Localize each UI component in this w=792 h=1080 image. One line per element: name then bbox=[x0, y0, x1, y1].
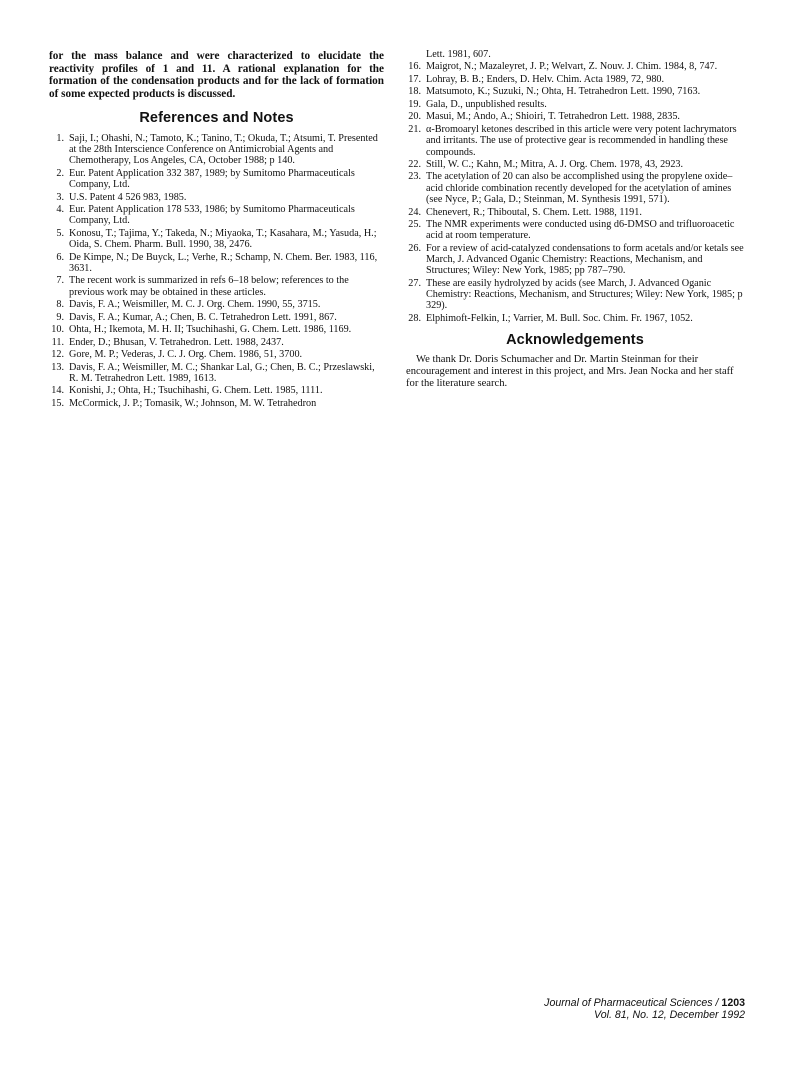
reference-text: Still, W. C.; Kahn, M.; Mitra, A. J. Org. Chem. 1978, 43, 2923. bbox=[426, 158, 684, 170]
reference-number: 21. bbox=[408, 123, 421, 135]
reference-number: 25. bbox=[408, 219, 421, 231]
reference-item bbox=[49, 362, 384, 385]
right-column bbox=[406, 49, 744, 391]
reference-text: For a review of acid-catalyzed condensations to form acetals and/or ketals see March, J. Advanced Oganic Chemistry: Reactions, Mechanism, and Structures; Wiley: New York, 1985; pp 787–790. bbox=[426, 242, 744, 277]
reference-text: Saji, I.; Ohashi, N.; Tamoto, K.; Tanino, T.; Okuda, T.; Atsumi, T. Presented at the 28th Interscience Conference on Antimicrobial Agents and Chemotherapy, Los Angeles, CA, October 1988; p 140. bbox=[69, 132, 378, 167]
intro-paragraph: for the mass balance and were characterized to elucidate the reactivity profiles of 1 and 11. A rational explanation for the formation of the condensation products and for the lack of formation of some expected products is discussed. bbox=[49, 50, 384, 100]
reference-item bbox=[49, 133, 384, 167]
reference-item bbox=[49, 312, 384, 323]
reference-item bbox=[406, 171, 744, 205]
reference-item bbox=[49, 349, 384, 360]
references-heading: References and Notes bbox=[139, 110, 294, 127]
reference-text: Eur. Patent Application 178 533, 1986; by Sumitomo Pharmaceuticals Company, Ltd. bbox=[69, 204, 355, 227]
reference-number: 18. bbox=[408, 86, 421, 98]
reference-number: 2. bbox=[56, 167, 64, 179]
reference-text: Elphimoft-Felkin, I.; Varrier, M. Bull. Soc. Chim. Fr. 1967, 1052. bbox=[426, 312, 693, 324]
reference-text: The acetylation of 20 can also be accomplished using the propylene oxide–acid chloride combination recently developed for the acetylation of amines (see Nyce, P.; Gala, D.; Steinman, M. Synthesis 1991, 571). bbox=[426, 171, 733, 206]
reference-number: 9. bbox=[56, 311, 64, 323]
journal-name: Journal of Pharmaceutical Sciences / bbox=[544, 997, 719, 1009]
reference-item bbox=[49, 299, 384, 310]
reference-number: 19. bbox=[408, 98, 421, 110]
reference-number: 16. bbox=[408, 61, 421, 73]
reference-item bbox=[406, 243, 744, 277]
reference-text: Gala, D., unpublished results. bbox=[426, 98, 547, 110]
reference-item bbox=[406, 61, 744, 72]
reference-number: 5. bbox=[56, 227, 64, 239]
reference-number: 1. bbox=[56, 132, 64, 144]
reference-item bbox=[406, 99, 744, 110]
reference-item bbox=[49, 398, 384, 409]
reference-item bbox=[49, 252, 384, 275]
reference-number: 6. bbox=[56, 251, 64, 263]
journal-volume: Vol. 81, No. 12, December 1992 bbox=[594, 1009, 745, 1021]
reference-number: 12. bbox=[51, 349, 64, 361]
reference-item bbox=[49, 204, 384, 227]
reference-text: McCormick, J. P.; Tomasik, W.; Johnson, M. W. Tetrahedron bbox=[69, 397, 317, 409]
reference-item bbox=[406, 111, 744, 122]
reference-number: 27. bbox=[408, 277, 421, 289]
footer-journal-line bbox=[520, 997, 745, 1009]
reference-text: Davis, F. A.; Weismiller, M. C. J. Org. Chem. 1990, 55, 3715. bbox=[69, 299, 321, 311]
reference-item bbox=[49, 385, 384, 396]
reference-item bbox=[406, 207, 744, 218]
reference-text: Chenevert, R.; Thiboutal, S. Chem. Lett. 1988, 1191. bbox=[426, 206, 642, 218]
reference-item bbox=[49, 337, 384, 348]
reference-number: 22. bbox=[408, 158, 421, 170]
reference-item bbox=[49, 275, 384, 298]
reference-number: 8. bbox=[56, 299, 64, 311]
reference-text: Konosu, T.; Tajima, Y.; Takeda, N.; Miyaoka, T.; Kasahara, M.; Yasuda, H.; Oida, S. Chem. Pharm. Bull. 1990, 38, 2476. bbox=[69, 227, 377, 251]
reference-number: 13. bbox=[51, 361, 64, 373]
reference-list-right bbox=[406, 61, 744, 324]
reference-text: The recent work is summarized in refs 6–18 below; references to the previous work may be obtained in these articles. bbox=[69, 275, 349, 298]
reference-item bbox=[406, 219, 744, 242]
reference-number: 24. bbox=[408, 206, 421, 218]
reference-item bbox=[406, 74, 744, 85]
reference-text: Davis, F. A.; Weismiller, M. C.; Shankar Lal, G.; Chen, B. C.; Przeslawski, R. M. Tetrahedron Lett. 1989, 1613. bbox=[69, 361, 375, 384]
page-footer bbox=[520, 997, 745, 1021]
reference-text: Ohta, H.; Ikemota, M. H. II; Tsuchihashi, G. Chem. Lett. 1986, 1169. bbox=[69, 324, 352, 336]
reference-continuation bbox=[406, 49, 744, 60]
acknowledgements-heading: Acknowledgements bbox=[506, 332, 644, 349]
reference-number: 17. bbox=[408, 73, 421, 85]
reference-text: The NMR experiments were conducted using d6-DMSO and trifluoroacetic acid at room temperature. bbox=[426, 219, 735, 242]
reference-item bbox=[49, 324, 384, 335]
reference-number: 20. bbox=[408, 111, 421, 123]
reference-number: 7. bbox=[56, 275, 64, 287]
reference-item bbox=[406, 278, 744, 312]
reference-number: 10. bbox=[51, 324, 64, 336]
reference-item bbox=[406, 313, 744, 324]
reference-number: 3. bbox=[56, 191, 64, 203]
reference-text: Davis, F. A.; Kumar, A.; Chen, B. C. Tetrahedron Lett. 1991, 867. bbox=[69, 311, 337, 323]
reference-text: Masui, M.; Ando, A.; Shioiri, T. Tetrahedron Lett. 1988, 2835. bbox=[426, 111, 680, 123]
reference-number: 11. bbox=[51, 336, 64, 348]
reference-text: Gore, M. P.; Vederas, J. C. J. Org. Chem. 1986, 51, 3700. bbox=[69, 349, 303, 361]
reference-item bbox=[406, 86, 744, 97]
reference-text: Maigrot, N.; Mazaleyret, J. P.; Welvart, Z. Nouv. J. Chim. 1984, 8, 747. bbox=[426, 61, 718, 73]
acknowledgements-text: We thank Dr. Doris Schumacher and Dr. Martin Steinman for their encouragement and interest in this project, and Mrs. Jean Nocka and her staff for the literature search. bbox=[406, 353, 734, 390]
reference-number: 4. bbox=[56, 204, 64, 216]
reference-number: 23. bbox=[408, 171, 421, 183]
reference-item bbox=[406, 159, 744, 170]
reference-text: Lett. 1981, 607. bbox=[426, 49, 491, 60]
reference-text: These are easily hydrolyzed by acids (see March, J. Advanced Oganic Chemistry: Reactions, Mechanism, and Structures; Wiley: New York, 1985; p 329). bbox=[426, 277, 743, 312]
reference-list-left bbox=[49, 133, 384, 409]
reference-text: Eur. Patent Application 332 387, 1989; by Sumitomo Pharmaceuticals Company, Ltd. bbox=[69, 167, 355, 191]
reference-text: α-Bromoaryl ketones described in this article were very potent lachrymators and irritants. The use of protective gear is recommended in handling these compounds. bbox=[426, 123, 737, 158]
left-column bbox=[49, 50, 384, 410]
reference-text: Ender, D.; Bhusan, V. Tetrahedron. Lett. 1988, 2437. bbox=[69, 336, 284, 348]
reference-text: De Kimpe, N.; De Buyck, L.; Verhe, R.; Schamp, N. Chem. Ber. 1983, 116, 3631. bbox=[69, 251, 378, 274]
reference-item bbox=[49, 228, 384, 251]
reference-number: 26. bbox=[408, 242, 421, 254]
page-number: 1203 bbox=[721, 997, 745, 1009]
reference-number: 15. bbox=[51, 397, 64, 409]
reference-number: 28. bbox=[408, 312, 421, 324]
reference-item bbox=[49, 168, 384, 191]
reference-text: Lohray, B. B.; Enders, D. Helv. Chim. Acta 1989, 72, 980. bbox=[426, 73, 665, 85]
reference-number: 14. bbox=[51, 385, 64, 397]
reference-text: Matsumoto, K.; Suzuki, N.; Ohta, H. Tetrahedron Lett. 1990, 7163. bbox=[426, 86, 701, 98]
reference-text: U.S. Patent 4 526 983, 1985. bbox=[69, 191, 187, 203]
reference-item bbox=[49, 192, 384, 203]
reference-item bbox=[406, 124, 744, 158]
reference-text: Konishi, J.; Ohta, H.; Tsuchihashi, G. Chem. Lett. 1985, 1111. bbox=[69, 385, 323, 397]
